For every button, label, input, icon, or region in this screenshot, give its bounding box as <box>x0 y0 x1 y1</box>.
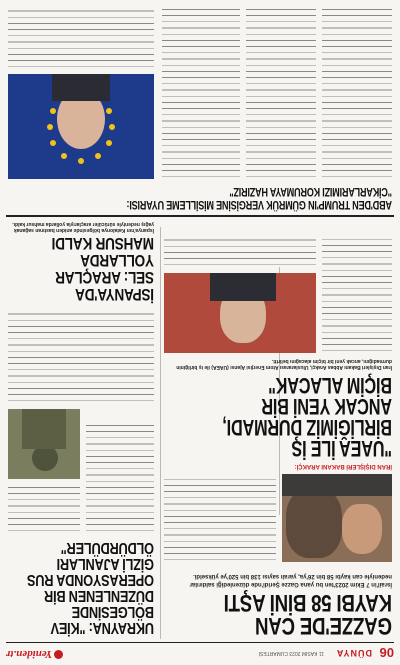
ukraine-headline-line: BÖLGESİNDE <box>71 603 154 620</box>
iran-subheadline: İran Dışişleri Bakanı Abbas Arakçi, Uluslararası Atom Enerjisi Ajansı (UAEA) ile iş birliğinin durmadığını, ancak yeni bir biçim alacağını belirtti. <box>176 357 392 370</box>
gaza-headline-line: GAZZE'DE CAN <box>255 612 392 639</box>
ukraine-headline <box>10 539 154 635</box>
spain-headline-line: MAHSUR KALDI <box>51 234 154 253</box>
ukraine-headline-line: ÖLDÜRDÜLER" <box>60 539 154 556</box>
logo-icon <box>54 650 63 659</box>
gaza-article-body <box>164 474 276 562</box>
soldier-photo <box>8 409 80 479</box>
iran-headline <box>170 375 392 459</box>
trump-headline-line: ABD'DEN TRUMP'IN GÜMRÜK VERGİSİNE MİSİLLEME UYARISI: <box>126 198 392 212</box>
iran-headline-line: ANCAK YENİ BİR <box>261 394 392 419</box>
page-number: 06 <box>379 645 394 660</box>
arakci-photo <box>164 273 316 353</box>
trump-headline-line: "CİKARLARIMIZI KORUMAYA HAZIRIZ" <box>229 185 392 199</box>
newspaper-logo <box>6 648 63 660</box>
iran-article-body <box>322 235 392 353</box>
eu-stars-icon <box>8 74 154 179</box>
iran-article-body <box>164 235 316 267</box>
spain-headline-line: SEL: ARAÇLAR <box>55 268 154 287</box>
iran-headline-line: BİÇİM ALACAK" <box>268 373 392 398</box>
person-shape <box>342 504 382 554</box>
ground-shape <box>282 474 392 496</box>
gaza-photo <box>282 474 392 562</box>
trump-article-body <box>322 9 392 179</box>
body-shape <box>22 409 66 449</box>
section-label: DÜNYA <box>335 648 372 658</box>
person-shape <box>286 488 342 558</box>
trump-article-body <box>162 9 240 179</box>
suit-shape <box>210 273 276 301</box>
ukraine-headline-line: UKRAYNA: "KİEV <box>50 619 154 636</box>
masthead <box>6 642 394 661</box>
section-divider <box>6 216 394 218</box>
gaza-subheadline: İsrail'in 7 Ekim 2023'ten bu yana Gazze Şeridi'nde düzenlediği saldırılar nedeniyle can kaybı 58 bin 26'ya, yaralı sayısı 138 bin 520'ye yükseldi. <box>189 573 392 587</box>
trump-article-body <box>8 9 154 69</box>
gaza-headline <box>166 591 392 637</box>
ukraine-article-body <box>86 423 154 533</box>
ukraine-article-body <box>8 311 154 403</box>
trump-headline <box>12 185 392 211</box>
ukraine-headline-line: DÜZENLENEN BİR <box>44 587 154 604</box>
spain-subheadline: İspanya'nın Katalonya bölgesinde aniden bastıran sağanak yağış nedeniyle sürücüler araçlarıyla yollarda mahsur kaldı. <box>12 221 154 233</box>
ukraine-headline-line: OPERASYONDA RUS <box>27 571 154 588</box>
logo-text: Yeniden.tr <box>6 648 53 660</box>
issue-date: 11 KASIM 2023 CUMARTESİ <box>258 650 324 656</box>
spain-headline-line: İSPANYA'DA <box>75 285 154 304</box>
iran-kicker: İRAN DIŞİŞLERİ BAKANI ARAKÇİ: <box>294 463 392 469</box>
spain-headline-line: YOLLARDA <box>80 251 154 270</box>
ukraine-headline-line: GİZLİ AJANLARI <box>56 555 154 572</box>
iran-headline-line: "UAEA İLE İŞ <box>291 436 392 461</box>
trump-article-body <box>246 9 316 179</box>
gaza-headline-line: KAYBI 58 BİNİ AŞTI <box>223 589 392 616</box>
ukraine-article-body <box>8 483 80 533</box>
column-rule <box>160 227 161 639</box>
iran-headline-line: BİRLİĞİMİZ DURMADI, <box>222 415 392 440</box>
spain-headline <box>10 235 154 303</box>
eu-flag-photo <box>8 74 154 179</box>
